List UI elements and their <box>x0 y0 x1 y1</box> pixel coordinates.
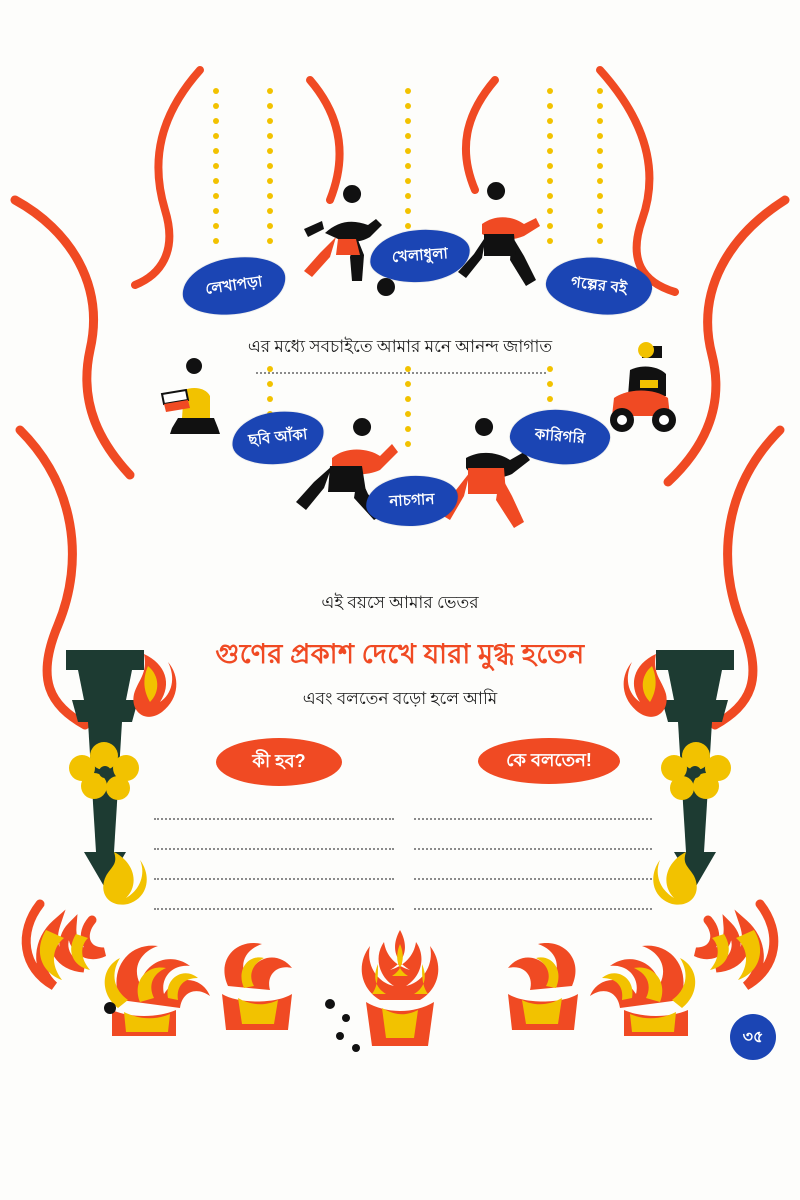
answer-rule-right-3[interactable] <box>414 878 652 880</box>
torch-left-icon <box>48 636 178 906</box>
answer-rule-left-3[interactable] <box>154 878 394 880</box>
prompt-line-2: এই বয়সে আমার ভেতর <box>321 593 479 612</box>
blob-lekhapora[interactable] <box>179 251 290 321</box>
oval-ki-hobo[interactable] <box>216 738 342 786</box>
prompt-line-1: এর মধ্যে সবচাইতে আমার মনে আনন্দ জাগাত <box>247 337 553 356</box>
blob-label: ছবি আঁকা <box>247 425 309 449</box>
decorative-stroke-top-mid-right <box>440 80 510 200</box>
answer-rule-left-2[interactable] <box>154 848 394 850</box>
answer-rule-right-1[interactable] <box>414 818 652 820</box>
blob-label: গল্পের বই <box>570 273 629 298</box>
answer-rule-left-1[interactable] <box>154 818 394 820</box>
torch-right-icon <box>622 636 752 906</box>
dot-guide-2 <box>266 88 273 244</box>
answer-rule-right-2[interactable] <box>414 848 652 850</box>
dot-guide-3 <box>404 88 411 244</box>
page-number-badge <box>730 1014 776 1060</box>
bottom-ornament-border <box>0 890 800 1120</box>
oval-label: কী হব? <box>252 750 306 771</box>
blob-label: নাচগান <box>388 490 436 510</box>
prompt-line-3: এবং বলতেন বড়ো হলে আমি <box>302 689 498 708</box>
oval-label: কে বলতেন! <box>506 749 592 770</box>
blob-label: লেখাপড়া <box>204 272 264 298</box>
blob-label: খেলাধুলা <box>391 244 449 266</box>
page-number-text: ৩৫ <box>742 1028 764 1046</box>
dot-guide-1 <box>212 88 219 244</box>
headline-text: গুণের প্রকাশ দেখে যারা মুগ্ধ হতেন <box>215 639 585 669</box>
prompt-1-fill-rule[interactable] <box>256 372 546 374</box>
oval-ke-bolten[interactable] <box>478 738 620 784</box>
blob-label: কারিগরি <box>534 425 586 447</box>
dot-guide-5 <box>596 88 603 244</box>
reading-child-figure-icon <box>148 360 234 446</box>
decorative-stroke-top-left <box>130 70 220 290</box>
